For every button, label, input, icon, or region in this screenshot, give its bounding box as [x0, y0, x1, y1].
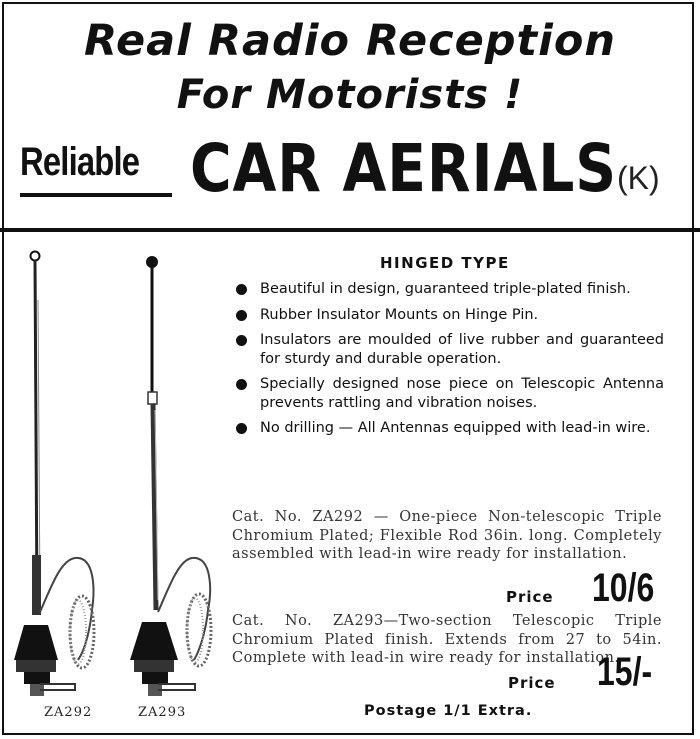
reliable-underline [20, 193, 172, 197]
postage-note: Postage 1/1 Extra. [364, 703, 533, 719]
caption-za293: ZA293 [138, 705, 187, 720]
product-za292-description: Cat. No. ZA292 — One-piece Non-telescopic Triple Chromium Plated; Flexible Rod 36in. long. Completely assembled with lead-in wire ready for installation. [232, 509, 662, 562]
product-za293-price: 15/- [597, 650, 653, 694]
product-za292-price-label: Price [506, 588, 554, 606]
headline-line-1: Real Radio Reception [83, 16, 617, 66]
reliable-label: Reliable [20, 140, 140, 184]
product-za292-price: 10/6 [592, 566, 655, 610]
feature-list [236, 280, 664, 445]
product-za293-price-label: Price [508, 674, 556, 692]
product-za293-description: Cat. No. ZA293—Two-section Telescopic Triple Chromium Plated finish. Extends from 27 to 54in. Complete with lead-in wire ready for installation. [232, 613, 662, 666]
headline-line-2: For Motorists ! [176, 72, 524, 118]
section-title: HINGED TYPE [380, 254, 510, 272]
feature-item: Rubber Insulator Mounts on Hinge Pin. [236, 306, 664, 325]
catalog-code: (K) [617, 160, 660, 196]
feature-item: Insulators are moulded of live rubber and guaranteed for sturdy and durable operation. [236, 331, 664, 368]
header-divider [0, 228, 700, 232]
bullet-icon [236, 379, 247, 390]
feature-item: Specially designed nose piece on Telescopic Antenna prevents rattling and vibration noises. [236, 375, 664, 412]
antenna-illustration [0, 236, 225, 736]
bullet-icon [236, 335, 247, 346]
antenna-za293-image [130, 256, 211, 696]
antenna-za292-image [14, 252, 94, 697]
feature-item: Beautiful in design, guaranteed triple-plated finish. [236, 280, 664, 299]
feature-item: No drilling — All Antennas equipped with lead-in wire. [236, 419, 664, 438]
bullet-icon [236, 423, 247, 434]
car-aerials-title: CAR AERIALS [190, 130, 618, 207]
bullet-icon [236, 310, 247, 321]
caption-za292: ZA292 [44, 705, 93, 720]
bullet-icon [236, 284, 247, 295]
